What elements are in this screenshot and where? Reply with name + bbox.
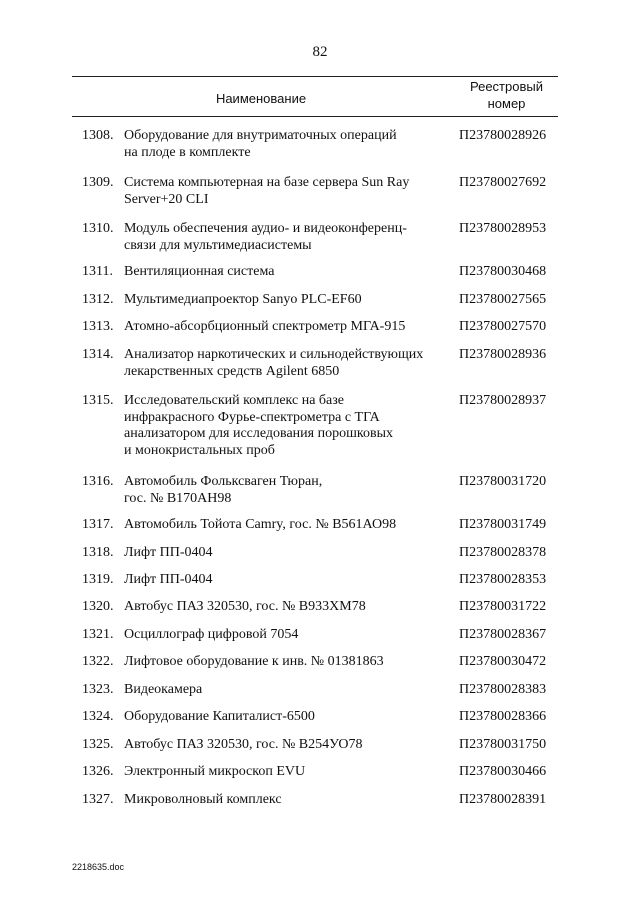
row-name-line: и монокристальных проб: [124, 442, 275, 458]
row-name-line: Вентиляционная система: [124, 264, 275, 279]
column-header-registry-line1: Реестровый: [470, 79, 543, 94]
row-number: 1310.: [82, 221, 114, 236]
row-name: [124, 393, 450, 459]
row-number: 1308.: [82, 128, 114, 143]
row-registry-number: П23780028936: [459, 347, 547, 362]
row-number: 1309.: [82, 175, 114, 190]
row-name-line: Лифтовое оборудование к инв. № 01381863: [124, 654, 384, 669]
row-name: [124, 737, 450, 754]
row-name: [124, 128, 450, 161]
row-registry-number: П23780031720: [459, 474, 547, 489]
row-name: [124, 792, 450, 809]
row-name: [124, 599, 450, 616]
row-number: 1315.: [82, 393, 114, 408]
page-number: 82: [312, 44, 328, 60]
row-name-line: Автомобиль Тойота Camry, гос. № В561АО98: [124, 517, 397, 532]
document-filename: 2218635.doc: [72, 862, 125, 872]
row-name: [124, 572, 450, 589]
row-name-line: анализатором для исследования порошковых: [124, 426, 393, 441]
row-name: [124, 319, 450, 336]
row-number: 1311.: [82, 264, 113, 279]
row-name: [124, 175, 450, 208]
row-name-line: Видеокамера: [124, 682, 203, 697]
row-registry-number: П23780031749: [459, 517, 547, 532]
row-number: 1326.: [82, 764, 114, 779]
row-name-line: Анализатор наркотических и сильнодействующих: [124, 347, 424, 362]
row-name-line: Оборудование для внутриматочных операций: [124, 128, 397, 143]
row-number: 1316.: [82, 474, 114, 489]
row-number: 1312.: [82, 292, 114, 307]
row-name-line: Лифт ПП-0404: [124, 545, 213, 560]
row-registry-number: П23780031750: [459, 737, 547, 752]
row-number: 1317.: [82, 517, 114, 532]
row-registry-number: П23780030468: [459, 264, 547, 279]
column-header-registry: [455, 78, 558, 112]
row-name-line: Автобус ПАЗ 320530, гос. № В933ХМ78: [124, 599, 366, 614]
row-name: [124, 654, 450, 671]
row-number: 1320.: [82, 599, 114, 614]
row-name: [124, 474, 450, 507]
row-name-line: Микроволновый комплекс: [124, 792, 282, 807]
row-name-line: инфракрасного Фурье-спектрометра с ТГА: [124, 409, 380, 425]
row-name-line: Оборудование Капиталист-6500: [124, 709, 315, 724]
column-header-registry-line2: номер: [487, 96, 526, 111]
row-name-line: Модуль обеспечения аудио- и видеоконференц-: [124, 221, 407, 236]
row-name-line: Мультимедиапроектор Sanyo PLC-EF60: [124, 292, 362, 307]
row-number: 1318.: [82, 545, 114, 560]
row-number: 1324.: [82, 709, 114, 724]
row-name: [124, 517, 450, 534]
row-name-line: на плоде в комплекте: [124, 144, 251, 160]
row-registry-number: П23780028383: [459, 682, 547, 697]
row-registry-number: П23780031722: [459, 599, 547, 614]
row-name-line: Server+20 CLI: [124, 191, 209, 207]
row-number: 1321.: [82, 627, 114, 642]
row-name: [124, 221, 450, 254]
table-header-rule: [72, 116, 558, 117]
row-name-line: Автобус ПАЗ 320530, гос. № В254УО78: [124, 737, 363, 752]
row-registry-number: П23780028391: [459, 792, 547, 807]
row-registry-number: П23780028926: [459, 128, 547, 143]
row-registry-number: П23780028367: [459, 627, 547, 642]
row-name: [124, 682, 450, 699]
row-name: [124, 709, 450, 726]
row-name: [124, 764, 450, 781]
row-number: 1327.: [82, 792, 114, 807]
row-number: 1314.: [82, 347, 114, 362]
row-number: 1325.: [82, 737, 114, 752]
row-name-line: Автомобиль Фольксваген Тюран,: [124, 474, 323, 489]
row-registry-number: П23780030472: [459, 654, 547, 669]
row-registry-number: П23780027570: [459, 319, 547, 334]
row-registry-number: П23780028353: [459, 572, 547, 587]
row-name: [124, 292, 450, 309]
row-name-line: связи для мультимедиасистемы: [124, 237, 312, 253]
row-number: 1319.: [82, 572, 114, 587]
row-name-line: Лифт ПП-0404: [124, 572, 213, 587]
row-registry-number: П23780028953: [459, 221, 547, 236]
row-name: [124, 264, 450, 281]
row-name: [124, 627, 450, 644]
row-name-line: Атомно-абсорбционный спектрометр МГА-915: [124, 319, 406, 334]
row-registry-number: П23780030466: [459, 764, 547, 779]
row-registry-number: П23780027692: [459, 175, 547, 190]
row-name-line: Исследовательский комплекс на базе: [124, 393, 344, 408]
row-name-line: Электронный микроскоп EVU: [124, 764, 306, 779]
column-header-name: Наименование: [215, 91, 307, 106]
row-name: [124, 545, 450, 562]
row-number: 1313.: [82, 319, 114, 334]
row-number: 1323.: [82, 682, 114, 697]
row-name-line: гос. № В170АН98: [124, 490, 232, 506]
row-registry-number: П23780028937: [459, 393, 547, 408]
row-name: [124, 347, 450, 380]
row-registry-number: П23780028366: [459, 709, 547, 724]
row-registry-number: П23780028378: [459, 545, 547, 560]
row-registry-number: П23780027565: [459, 292, 547, 307]
table-top-rule: [72, 76, 558, 77]
row-number: 1322.: [82, 654, 114, 669]
row-name-line: лекарственных средств Agilent 6850: [124, 363, 340, 379]
row-name-line: Система компьютерная на базе сервера Sun Ray: [124, 175, 410, 190]
row-name-line: Осциллограф цифровой 7054: [124, 627, 299, 642]
